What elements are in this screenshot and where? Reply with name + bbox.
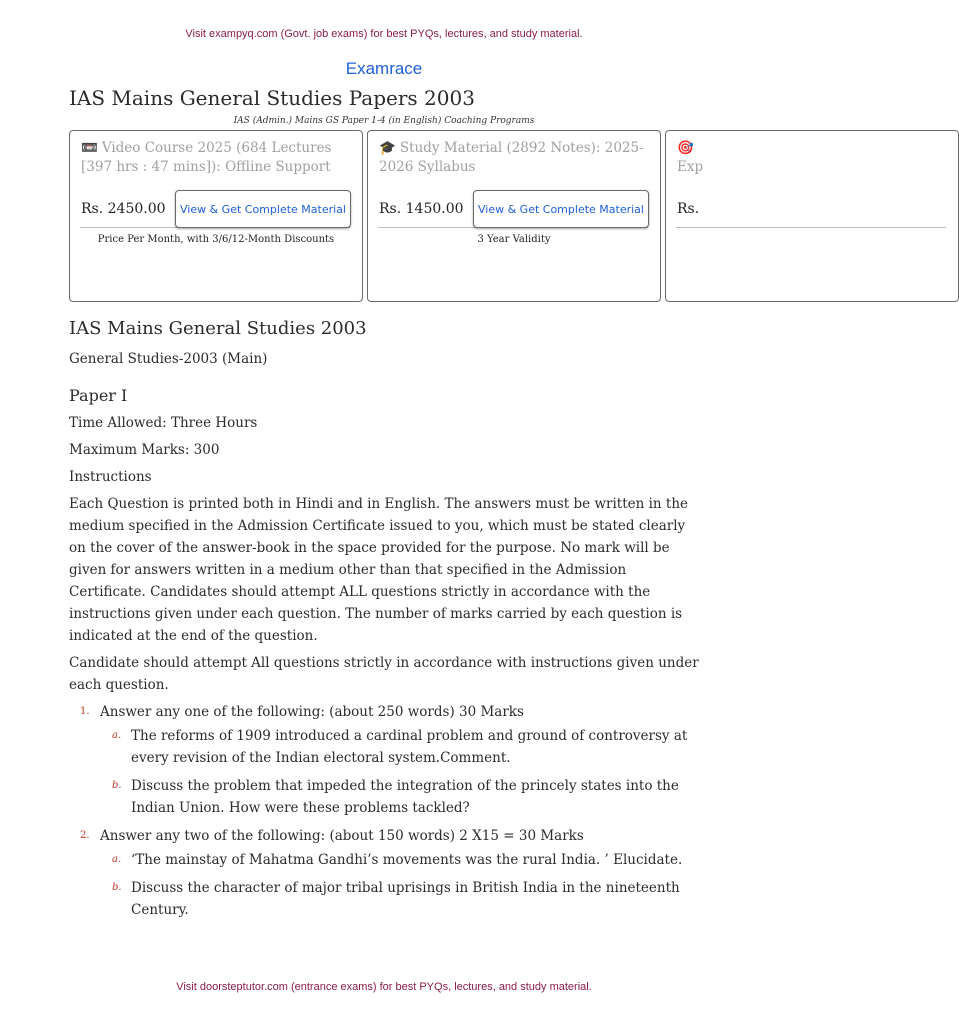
sub-question-text: Discuss the character of major tribal uprisings in British India in the nineteenth Century. <box>131 880 680 918</box>
question-text: Answer any one of the following: (about 250 words) 30 Marks <box>100 704 524 720</box>
question-list <box>69 701 699 921</box>
view-material-button[interactable]: View & Get Complete Material <box>175 190 351 228</box>
card-price: Rs. 1450.00 <box>379 201 464 217</box>
question-number: 1. <box>80 706 90 717</box>
sub-question-letter: a. <box>112 730 122 741</box>
card-title-text: Exp <box>677 159 704 175</box>
instructions-paragraph: Each Question is printed both in Hindi and in English. The answers must be written in the medium specified in the Admission Certificate issued to you, which must be stated clearly on the cover of the answer-book in the space provided for the purpose. No mark will be given for answers written in a medium other than that specified in the Admission Certificate. Candidates should attempt ALL questions strictly in accordance with the instructions given under each question. The number of marks carried by each question is indicated at the end of the question. <box>69 496 689 644</box>
partial-card <box>665 130 959 302</box>
maximum-marks: Maximum Marks: 300 <box>69 442 220 458</box>
time-allowed: Time Allowed: Three Hours <box>69 415 258 431</box>
sub-question-letter: b. <box>112 882 122 893</box>
card-title[interactable] <box>81 139 348 177</box>
video-course-card <box>69 130 363 302</box>
sub-question-letter: a. <box>112 854 122 865</box>
bottom-promo-link[interactable]: Visit doorsteptutor.com (entrance exams) for best PYQs, lectures, and study material. <box>176 981 592 993</box>
sub-question-list <box>100 849 699 921</box>
course-cards-carousel <box>69 130 704 302</box>
sub-question-item <box>100 725 699 769</box>
brand-link[interactable]: Examrace <box>345 59 423 78</box>
question-text: Answer any two of the following: (about 150 words) 2 X15 = 30 Marks <box>100 828 584 844</box>
sub-question-list <box>100 725 699 819</box>
article-content <box>69 316 699 927</box>
card-title-text: Video Course 2025 (684 Lectures [397 hrs : 47 mins]): Offline Support <box>81 140 332 175</box>
card-title[interactable] <box>677 139 944 177</box>
study-material-card <box>367 130 661 302</box>
section-heading: IAS Mains General Studies 2003 <box>69 318 367 339</box>
graduation-cap-icon: 🎓 <box>379 140 396 156</box>
page-title: IAS Mains General Studies Papers 2003 <box>69 86 475 110</box>
sub-question-text: Discuss the problem that impeded the integration of the princely states into the Indian Union. How were these problems tackled? <box>131 778 679 816</box>
card-price: Rs. 2450.00 <box>81 201 166 217</box>
sub-question-item <box>100 877 699 921</box>
question-item <box>69 825 699 921</box>
question-number: 2. <box>80 830 90 841</box>
view-material-button[interactable]: View & Get Complete Material <box>473 190 649 228</box>
sub-question-item <box>100 849 699 871</box>
sub-question-letter: b. <box>112 780 122 791</box>
card-title-text: Study Material (2892 Notes): 2025-2026 Syllabus <box>379 140 644 175</box>
sub-question-text: The reforms of 1909 introduced a cardinal problem and ground of controversy at every revision of the Indian electoral system.Comment. <box>131 728 688 766</box>
target-icon: 🎯 <box>677 140 694 156</box>
card-note: Price Per Month, with 3/6/12-Month Discounts <box>97 234 335 245</box>
top-promo-link[interactable]: Visit exampyq.com (Govt. job exams) for best PYQs, lectures, and study material. <box>185 28 583 40</box>
page-subtitle: IAS (Admin.) Mains GS Paper 1-4 (in English) Coaching Programs <box>233 116 535 126</box>
instructions-label: Instructions <box>69 469 152 485</box>
sub-question-text: ‘The mainstay of Mahatma Gandhi’s movements was the rural India. ’ Elucidate. <box>131 852 683 868</box>
card-title[interactable] <box>379 139 646 177</box>
card-price: Rs. <box>677 201 700 217</box>
price-divider <box>676 227 946 228</box>
candidate-paragraph: Candidate should attempt All questions strictly in accordance with instructions given under each question. <box>69 655 699 693</box>
video-icon: 📼 <box>81 140 98 156</box>
paper-heading: Paper I <box>69 386 128 405</box>
gs-line: General Studies-2003 (Main) <box>69 351 268 367</box>
question-item <box>69 701 699 819</box>
sub-question-item <box>100 775 699 819</box>
card-note: 3 Year Validity <box>477 234 551 245</box>
